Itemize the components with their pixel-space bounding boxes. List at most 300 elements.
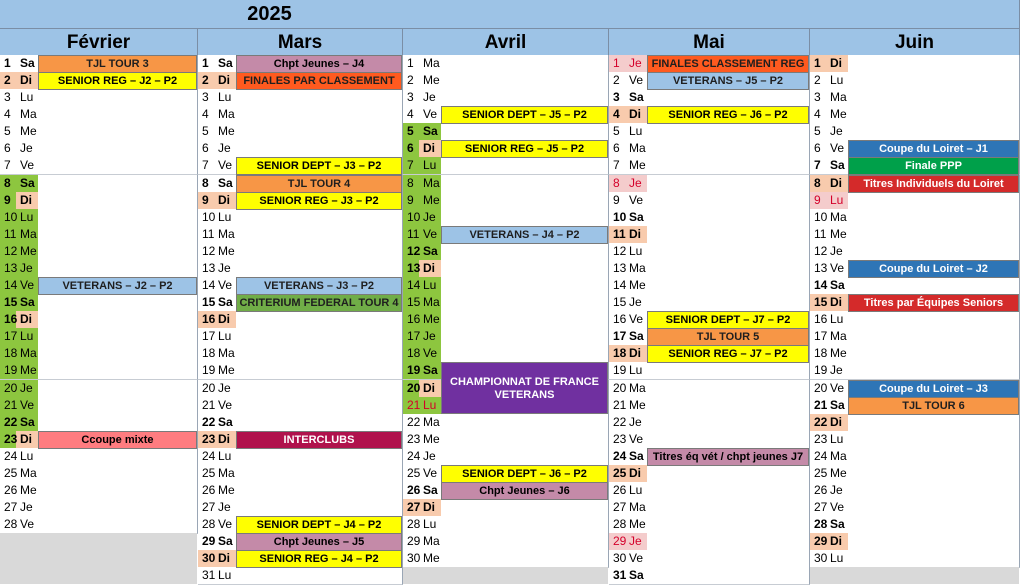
day-label — [609, 345, 647, 362]
day-number: 11 — [814, 226, 827, 241]
day-cell — [198, 499, 403, 517]
day-label — [403, 106, 441, 123]
day-label — [810, 362, 848, 379]
weekday-name: Ve — [423, 226, 438, 241]
day-label — [198, 157, 236, 174]
day-cell — [810, 550, 1020, 568]
day-label — [198, 482, 236, 499]
day-label — [403, 192, 441, 209]
day-label — [810, 277, 848, 294]
weekday-name: Ma — [218, 226, 235, 241]
day-number: 20 — [4, 380, 18, 395]
day-cell — [0, 140, 198, 158]
day-number: 7 — [407, 158, 414, 173]
event-bar[interactable]: SENIOR REG – J2 – P2 — [38, 72, 197, 90]
weekday-name: Di — [20, 431, 32, 446]
day-number: 25 — [613, 465, 627, 480]
event-bar[interactable]: SENIOR REG – J6 – P2 — [647, 106, 809, 124]
day-cell — [0, 226, 198, 244]
day-label — [403, 448, 441, 465]
event-bar[interactable]: Chpt Jeunes – J5 — [236, 533, 402, 551]
day-label — [403, 55, 441, 72]
day-number: 4 — [814, 107, 821, 122]
weekday-name: Sa — [629, 90, 644, 105]
event-bar[interactable]: VETERANS – J2 – P2 — [38, 277, 197, 295]
day-label — [403, 380, 441, 397]
day-number: 24 — [4, 448, 18, 463]
day-label — [0, 106, 38, 123]
weekday-name: Sa — [218, 56, 233, 70]
weekday-name: Je — [423, 90, 436, 105]
weekday-name: Ma — [218, 346, 235, 361]
day-cell — [810, 414, 1020, 432]
day-cell — [810, 209, 1020, 227]
day-cell — [403, 89, 609, 107]
day-number: 13 — [407, 260, 421, 275]
day-cell — [403, 311, 609, 329]
weekday-name: Je — [20, 380, 33, 395]
event-bar[interactable]: SENIOR DEPT – J5 – P2 — [441, 106, 608, 124]
day-number: 13 — [4, 260, 18, 275]
day-number: 5 — [202, 124, 209, 139]
weekday-name: Sa — [218, 414, 233, 429]
event-bar[interactable]: FINALES CLASSEMENT REG — [647, 55, 809, 73]
day-number: 30 — [814, 551, 828, 566]
weekday-name: Je — [218, 141, 231, 156]
weekday-name: Me — [423, 312, 440, 327]
day-cell — [0, 243, 198, 261]
empty-filler — [403, 567, 608, 584]
weekday-name: Ma — [20, 107, 37, 122]
event-bar[interactable]: Titres éq vét / chpt jeunes J7 — [647, 448, 809, 466]
event-bar[interactable]: Titres Individuels du Loiret — [848, 175, 1019, 193]
day-number: 12 — [407, 243, 421, 258]
day-number: 9 — [202, 192, 209, 207]
day-number: 19 — [814, 363, 828, 378]
day-number: 30 — [613, 551, 627, 566]
day-cell — [403, 55, 609, 73]
event-bar[interactable]: INTERCLUBS — [236, 431, 402, 449]
day-cell — [609, 157, 810, 175]
day-cell — [609, 140, 810, 158]
day-cell — [198, 226, 403, 244]
day-cell — [810, 362, 1020, 380]
day-number: 26 — [814, 483, 828, 497]
day-label — [609, 140, 647, 157]
weekday-name: Sa — [830, 278, 845, 293]
event-bar[interactable]: SENIOR REG – J5 – P2 — [441, 140, 608, 158]
day-label — [403, 482, 441, 499]
day-cell — [609, 465, 810, 483]
weekday-name: Ma — [218, 107, 235, 122]
weekday-name: Ma — [830, 90, 847, 105]
day-label — [609, 550, 647, 567]
weekday-name: Me — [830, 346, 847, 361]
event-bar[interactable]: SENIOR DEPT – J3 – P2 — [236, 157, 402, 175]
day-cell — [403, 431, 609, 449]
weekday-name: Sa — [20, 414, 35, 429]
day-cell — [403, 277, 609, 295]
weekday-name: Lu — [20, 209, 34, 224]
weekday-name: Di — [218, 312, 230, 327]
weekday-name: Di — [20, 192, 32, 207]
weekday-name: Ma — [830, 329, 847, 344]
day-number: 10 — [814, 209, 828, 224]
day-number: 27 — [4, 500, 18, 515]
day-number: 12 — [613, 243, 627, 258]
month-header: Mai — [609, 28, 810, 55]
day-label — [198, 431, 236, 448]
day-number: 4 — [613, 107, 620, 122]
weekday-name: Di — [629, 465, 641, 480]
weekday-name: Sa — [423, 243, 438, 258]
event-bar[interactable]: Coupe du Loiret – J2 — [848, 260, 1019, 278]
day-cell — [403, 123, 609, 141]
weekday-name: Ma — [423, 295, 440, 310]
day-cell — [609, 243, 810, 261]
event-bar[interactable]: Titres par Équipes Seniors — [848, 294, 1019, 312]
weekday-name: Me — [20, 124, 37, 139]
day-label — [609, 106, 647, 123]
event-bar[interactable]: SENIOR DEPT – J7 – P2 — [647, 311, 809, 329]
day-cell — [609, 414, 810, 432]
weekday-name: Lu — [20, 329, 34, 344]
weekday-name: Sa — [423, 363, 438, 378]
day-label — [609, 567, 647, 584]
day-cell — [609, 550, 810, 568]
day-cell — [198, 89, 403, 107]
day-number: 29 — [202, 534, 216, 549]
day-label — [0, 140, 38, 157]
event-bar[interactable]: TJL TOUR 3 — [38, 55, 197, 73]
weekday-name: Di — [423, 260, 435, 275]
event-bar[interactable]: TJL TOUR 6 — [848, 397, 1019, 415]
day-cell — [810, 431, 1020, 449]
event-bar[interactable]: SENIOR REG – J7 – P2 — [647, 345, 809, 363]
weekday-name: Je — [629, 295, 642, 310]
day-number: 19 — [407, 363, 421, 378]
day-cell — [609, 89, 810, 107]
weekday-name: Ma — [20, 226, 37, 241]
day-label — [0, 226, 38, 243]
weekday-name: Lu — [830, 312, 844, 327]
weekday-name: Di — [629, 107, 641, 122]
day-label — [198, 89, 236, 106]
day-label — [403, 277, 441, 294]
day-number: 4 — [4, 107, 11, 122]
event-bar[interactable]: Coupe du Loiret – J3 — [848, 380, 1019, 398]
day-number: 17 — [814, 329, 828, 344]
day-cell — [609, 226, 810, 244]
day-label — [403, 414, 441, 431]
event-bar[interactable]: SENIOR REG – J4 – P2 — [236, 550, 402, 568]
day-cell — [403, 260, 609, 278]
day-label — [609, 226, 647, 243]
weekday-name: Sa — [218, 175, 233, 190]
weekday-name: Lu — [423, 278, 437, 293]
day-label — [810, 260, 848, 277]
event-bar[interactable]: TJL TOUR 4 — [236, 175, 402, 193]
day-number: 3 — [407, 90, 414, 105]
weekday-name: Sa — [830, 158, 845, 173]
day-cell — [198, 465, 403, 483]
event-bar[interactable]: Chpt Jeunes – J6 — [441, 482, 608, 500]
weekday-name: Je — [423, 209, 436, 224]
day-number: 3 — [613, 90, 620, 105]
day-label — [0, 516, 38, 533]
event-bar[interactable]: Coupe du Loiret – J1 — [848, 140, 1019, 158]
day-cell — [0, 499, 198, 517]
day-label — [609, 397, 647, 414]
day-number: 6 — [613, 141, 620, 156]
day-label — [609, 72, 647, 89]
day-number: 18 — [407, 346, 421, 361]
day-number: 11 — [4, 226, 17, 241]
day-label — [0, 209, 38, 226]
weekday-name: Sa — [218, 295, 233, 310]
day-label — [609, 192, 647, 209]
day-cell — [0, 311, 198, 329]
event-bar[interactable]: CRITERIUM FEDERAL TOUR 4 — [236, 294, 402, 312]
day-cell — [0, 380, 198, 398]
day-label — [403, 243, 441, 260]
day-number: 31 — [613, 568, 627, 583]
day-cell — [0, 516, 198, 534]
day-label — [403, 362, 441, 379]
day-number: 3 — [4, 90, 11, 105]
day-cell — [810, 192, 1020, 210]
day-number: 8 — [407, 175, 414, 190]
day-number: 10 — [613, 209, 627, 224]
day-number: 12 — [4, 243, 18, 258]
day-number: 27 — [202, 500, 216, 515]
day-cell — [609, 567, 810, 585]
day-number: 21 — [407, 397, 421, 412]
day-cell — [810, 89, 1020, 107]
day-label — [810, 414, 848, 431]
day-number: 14 — [814, 278, 828, 293]
day-number: 14 — [4, 278, 18, 293]
day-number: 20 — [814, 380, 828, 395]
weekday-name: Me — [629, 158, 646, 173]
day-label — [403, 465, 441, 482]
event-bar[interactable]: VETERANS – J5 – P2 — [647, 72, 809, 90]
day-label — [0, 431, 38, 448]
day-number: 11 — [613, 226, 626, 241]
day-cell — [810, 243, 1020, 261]
weekday-name: Me — [20, 243, 37, 258]
weekday-name: Ma — [830, 209, 847, 224]
weekday-name: Lu — [830, 192, 844, 207]
day-cell — [0, 328, 198, 346]
empty-filler — [810, 567, 1019, 584]
day-cell — [403, 345, 609, 363]
weekday-name: Ve — [830, 380, 845, 395]
event-bar[interactable]: SENIOR DEPT – J6 – P2 — [441, 465, 608, 483]
day-number: 1 — [407, 56, 414, 70]
weekday-name: Ve — [218, 517, 233, 532]
weekday-name: Me — [830, 107, 847, 122]
weekday-name: Je — [218, 500, 231, 515]
weekday-name: Lu — [629, 124, 643, 139]
day-cell — [609, 277, 810, 295]
weekday-name: Ve — [830, 500, 845, 515]
day-label — [0, 465, 38, 482]
day-cell — [810, 448, 1020, 466]
day-label — [403, 260, 441, 277]
day-cell — [810, 533, 1020, 551]
day-cell — [403, 516, 609, 534]
weekday-name: Ve — [629, 73, 644, 88]
weekday-name: Sa — [20, 175, 35, 190]
day-number: 16 — [407, 312, 421, 327]
weekday-name: Me — [218, 363, 235, 378]
weekday-name: Ve — [830, 141, 845, 156]
day-label — [609, 123, 647, 140]
day-cell — [403, 328, 609, 346]
day-cell — [403, 192, 609, 210]
weekday-name: Sa — [830, 517, 845, 532]
day-number: 30 — [407, 551, 421, 566]
day-number: 14 — [407, 278, 421, 293]
weekday-name: Sa — [830, 397, 845, 412]
day-number: 12 — [202, 243, 216, 258]
event-bar[interactable]: SENIOR DEPT – J4 – P2 — [236, 516, 402, 534]
day-cell — [403, 209, 609, 227]
day-cell — [609, 516, 810, 534]
day-label — [609, 414, 647, 431]
day-label — [810, 550, 848, 567]
day-number: 8 — [613, 175, 620, 190]
day-label — [810, 431, 848, 448]
event-bar[interactable]: Ccoupe mixte — [38, 431, 197, 449]
weekday-name: Ve — [20, 397, 35, 412]
event-bar[interactable]: Chpt Jeunes – J4 — [236, 55, 402, 73]
day-label — [198, 294, 236, 311]
day-cell — [403, 533, 609, 551]
day-cell — [198, 345, 403, 363]
day-label — [810, 328, 848, 345]
day-label — [198, 175, 236, 192]
day-cell — [0, 192, 198, 210]
day-label — [403, 397, 441, 414]
event-bar[interactable]: VETERANS – J4 – P2 — [441, 226, 608, 244]
day-label — [198, 72, 236, 89]
weekday-name: Je — [629, 175, 642, 190]
day-label — [198, 260, 236, 277]
day-label — [198, 465, 236, 482]
day-number: 23 — [613, 431, 627, 446]
day-number: 26 — [4, 483, 18, 497]
day-label — [198, 414, 236, 431]
day-cell — [0, 482, 198, 500]
event-bar[interactable]: CHAMPIONNAT DE FRANCE VETERANS — [441, 362, 608, 414]
day-number: 22 — [202, 414, 216, 429]
day-number: 7 — [814, 158, 821, 173]
day-label — [198, 328, 236, 345]
event-bar[interactable]: FINALES PAR CLASSEMENT — [236, 72, 402, 90]
weekday-name: Je — [830, 483, 843, 497]
day-cell — [198, 448, 403, 466]
day-number: 21 — [814, 397, 828, 412]
day-label — [0, 55, 38, 72]
day-label — [198, 311, 236, 328]
event-bar[interactable]: VETERANS – J3 – P2 — [236, 277, 402, 295]
day-label — [403, 431, 441, 448]
day-number: 28 — [814, 517, 828, 532]
day-label — [609, 362, 647, 379]
day-cell — [810, 311, 1020, 329]
weekday-name: Sa — [218, 534, 233, 549]
day-cell — [403, 414, 609, 432]
event-bar[interactable]: TJL TOUR 5 — [647, 328, 809, 346]
weekday-name: Ma — [218, 465, 235, 480]
day-label — [0, 277, 38, 294]
day-number: 28 — [202, 517, 216, 532]
event-bar[interactable]: Finale PPP — [848, 157, 1019, 175]
day-cell — [609, 294, 810, 312]
day-cell — [609, 192, 810, 210]
weekday-name: Me — [830, 226, 847, 241]
weekday-name: Ma — [629, 260, 646, 275]
day-label — [810, 175, 848, 192]
day-label — [0, 192, 38, 209]
day-number: 1 — [4, 56, 11, 70]
day-cell — [403, 157, 609, 175]
weekday-name: Di — [830, 414, 842, 429]
weekday-name: Sa — [629, 209, 644, 224]
day-number: 28 — [4, 517, 18, 532]
day-cell — [810, 499, 1020, 517]
day-number: 13 — [814, 260, 828, 275]
day-label — [810, 55, 848, 72]
day-label — [198, 499, 236, 516]
day-number: 2 — [407, 73, 414, 88]
day-cell — [198, 482, 403, 500]
weekday-name: Me — [423, 73, 440, 88]
weekday-name: Lu — [423, 397, 437, 412]
day-label — [198, 123, 236, 140]
day-label — [609, 516, 647, 533]
day-number: 25 — [814, 465, 828, 480]
day-cell — [810, 345, 1020, 363]
day-number: 1 — [202, 56, 209, 70]
day-label — [609, 482, 647, 499]
day-cell — [609, 362, 810, 380]
day-label — [810, 243, 848, 260]
day-cell — [198, 123, 403, 141]
day-label — [810, 533, 848, 550]
weekday-name: Me — [218, 124, 235, 139]
day-label — [609, 380, 647, 397]
day-label — [403, 345, 441, 362]
day-label — [810, 499, 848, 516]
day-number: 18 — [613, 346, 627, 361]
day-label — [198, 516, 236, 533]
day-label — [609, 157, 647, 174]
month-header: Juin — [810, 28, 1020, 55]
day-cell — [810, 55, 1020, 73]
weekday-name: Ma — [629, 500, 646, 515]
event-bar[interactable]: SENIOR REG – J3 – P2 — [236, 192, 402, 210]
weekday-name: Sa — [629, 329, 644, 344]
day-label — [198, 345, 236, 362]
weekday-name: Di — [423, 141, 435, 156]
weekday-name: Sa — [20, 56, 35, 70]
weekday-name: Me — [423, 551, 440, 566]
weekday-name: Ve — [629, 192, 644, 207]
weekday-name: Me — [20, 363, 37, 378]
